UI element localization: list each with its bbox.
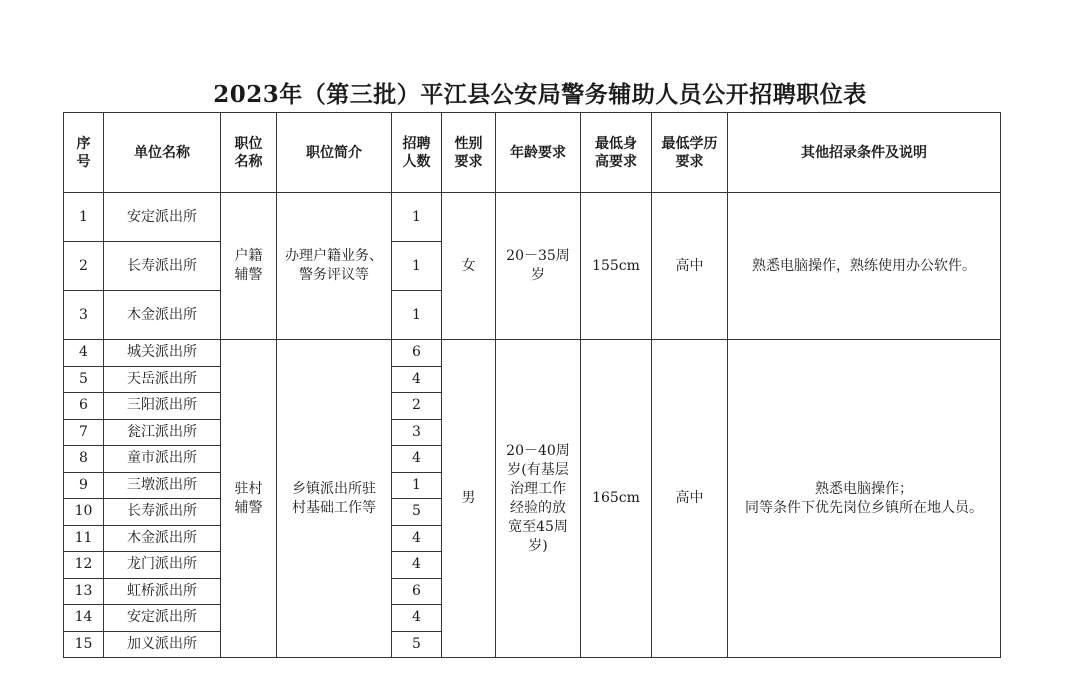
cell-count: 1 bbox=[392, 242, 442, 291]
header-unit: 单位名称 bbox=[104, 113, 221, 193]
cell-unit: 长寿派出所 bbox=[104, 242, 221, 291]
cell-seq: 3 bbox=[64, 291, 104, 340]
header-age: 年龄要求 bbox=[496, 113, 581, 193]
cell-count: 4 bbox=[392, 552, 442, 579]
cell-count: 5 bbox=[392, 499, 442, 526]
header-seq: 序号 bbox=[64, 113, 104, 193]
cell-count: 6 bbox=[392, 578, 442, 605]
cell-seq: 13 bbox=[64, 578, 104, 605]
cell-count: 4 bbox=[392, 525, 442, 552]
cell-other bbox=[728, 340, 1001, 658]
cell-post-desc: 办理户籍业务、警务评议等 bbox=[277, 193, 392, 340]
cell-unit: 三阳派出所 bbox=[104, 393, 221, 420]
cell-count: 6 bbox=[392, 340, 442, 367]
cell-count: 1 bbox=[392, 291, 442, 340]
cell-count: 4 bbox=[392, 366, 442, 393]
header-other: 其他招录条件及说明 bbox=[728, 113, 1001, 193]
cell-seq: 12 bbox=[64, 552, 104, 579]
cell-count: 2 bbox=[392, 393, 442, 420]
cell-seq: 10 bbox=[64, 499, 104, 526]
cell-post-desc: 乡镇派出所驻村基础工作等 bbox=[277, 340, 392, 658]
page-title: 2023年（第三批）平江县公安局警务辅助人员公开招聘职位表 bbox=[213, 81, 867, 108]
cell-edu: 高中 bbox=[652, 340, 728, 658]
cell-unit: 加义派出所 bbox=[104, 631, 221, 658]
recruitment-table bbox=[63, 112, 1001, 658]
cell-gender: 男 bbox=[442, 340, 496, 658]
cell-count: 5 bbox=[392, 631, 442, 658]
cell-unit: 城关派出所 bbox=[104, 340, 221, 367]
cell-unit: 木金派出所 bbox=[104, 291, 221, 340]
cell-unit: 瓮江派出所 bbox=[104, 419, 221, 446]
cell-other: 熟悉电脑操作，熟练使用办公软件。 bbox=[728, 193, 1001, 340]
cell-seq: 5 bbox=[64, 366, 104, 393]
cell-seq: 14 bbox=[64, 605, 104, 632]
other-line-2: 同等条件下优先岗位乡镇所在地人员。 bbox=[745, 499, 983, 516]
cell-post-name: 户籍辅警 bbox=[221, 193, 277, 340]
cell-seq: 6 bbox=[64, 393, 104, 420]
cell-seq: 4 bbox=[64, 340, 104, 367]
cell-height: 165cm bbox=[581, 340, 652, 658]
cell-unit: 三墩派出所 bbox=[104, 472, 221, 499]
cell-seq: 11 bbox=[64, 525, 104, 552]
cell-unit: 龙门派出所 bbox=[104, 552, 221, 579]
cell-count: 1 bbox=[392, 472, 442, 499]
cell-age: 20－35周岁 bbox=[496, 193, 581, 340]
cell-height: 155cm bbox=[581, 193, 652, 340]
cell-unit: 安定派出所 bbox=[104, 193, 221, 242]
header-gender: 性别要求 bbox=[442, 113, 496, 193]
cell-count: 3 bbox=[392, 419, 442, 446]
cell-seq: 8 bbox=[64, 446, 104, 473]
header-row bbox=[64, 113, 1001, 193]
cell-seq: 15 bbox=[64, 631, 104, 658]
cell-seq: 1 bbox=[64, 193, 104, 242]
table-row bbox=[64, 193, 1001, 242]
other-line-1: 熟悉电脑操作； bbox=[815, 480, 913, 497]
cell-age: 20－40周岁(有基层治理工作经验的放宽至45周岁) bbox=[496, 340, 581, 658]
cell-gender: 女 bbox=[442, 193, 496, 340]
header-post-desc: 职位简介 bbox=[277, 113, 392, 193]
cell-unit: 长寿派出所 bbox=[104, 499, 221, 526]
cell-unit: 虹桥派出所 bbox=[104, 578, 221, 605]
cell-unit: 木金派出所 bbox=[104, 525, 221, 552]
cell-seq: 9 bbox=[64, 472, 104, 499]
cell-post-name: 驻村辅警 bbox=[221, 340, 277, 658]
cell-count: 4 bbox=[392, 605, 442, 632]
cell-seq: 2 bbox=[64, 242, 104, 291]
cell-count: 4 bbox=[392, 446, 442, 473]
cell-unit: 天岳派出所 bbox=[104, 366, 221, 393]
cell-unit: 童市派出所 bbox=[104, 446, 221, 473]
cell-seq: 7 bbox=[64, 419, 104, 446]
header-count: 招聘人数 bbox=[392, 113, 442, 193]
header-edu: 最低学历要求 bbox=[652, 113, 728, 193]
table-row bbox=[64, 340, 1001, 367]
cell-count: 1 bbox=[392, 193, 442, 242]
cell-edu: 高中 bbox=[652, 193, 728, 340]
cell-unit: 安定派出所 bbox=[104, 605, 221, 632]
header-height: 最低身高要求 bbox=[581, 113, 652, 193]
header-post-name: 职位名称 bbox=[221, 113, 277, 193]
